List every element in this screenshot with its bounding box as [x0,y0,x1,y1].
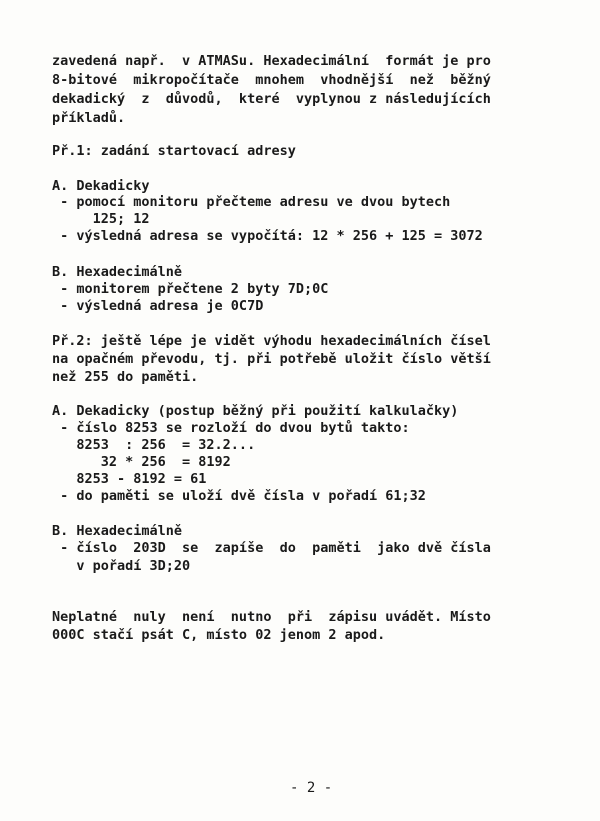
intro-line-4: příkladů. [52,110,126,126]
example1-a-line-1: - pomocí monitoru přečteme adresu ve dvou bytech [52,194,451,210]
example2-b-title: B. Hexadecimálně [52,523,183,539]
example1-heading: Př.1: zadání startovací adresy [52,143,296,159]
page-number: - 2 - [290,780,333,796]
example2-a-line-2: 8253 : 256 = 32.2... [52,437,256,453]
example2-a-line-4: 8253 - 8192 = 61 [52,471,207,487]
intro-line-2: 8-bitové mikropočítače mnohem vhodnější než běžný [52,72,491,88]
example1-b-title: B. Hexadecimálně [52,264,183,280]
example1-b-line-1: - monitorem přečtene 2 byty 7D;0C [52,281,329,297]
closing-line-1: Neplatné nuly není nutno při zápisu uvádět. Místo [52,609,491,625]
example2-a-line-1: - číslo 8253 se rozloží do dvou bytů takto: [52,420,410,436]
example1-b-line-2: - výsledná adresa je 0C7D [52,298,264,314]
example2-heading-line-1: Př.2: ještě lépe je vidět výhodu hexadecimálních čísel [52,333,491,349]
example2-b-line-2: v pořadí 3D;20 [52,558,191,574]
example2-a-line-5: - do paměti se uloží dvě čísla v pořadí 61;32 [52,488,426,504]
example2-heading-line-3: než 255 do paměti. [52,369,199,385]
example2-heading-line-2: na opačném převodu, tj. při potřebě uložit číslo větší [52,351,491,367]
example1-a-title: A. Dekadicky [52,178,150,194]
example2-a-title: A. Dekadicky (postup běžný při použití kalkulačky) [52,403,459,419]
example1-a-line-3: - výsledná adresa se vypočítá: 12 * 256 + 125 = 3072 [52,228,483,244]
example1-a-line-2: 125; 12 [52,211,150,227]
intro-line-3: dekadický z důvodů, které vyplynou z následujících [52,91,491,107]
example2-a-line-3: 32 * 256 = 8192 [52,454,231,470]
example2-b-line-1: - číslo 203D se zapíše do paměti jako dvě čísla [52,540,491,556]
closing-line-2: 000C stačí psát C, místo 02 jenom 2 apod. [52,627,386,643]
intro-line-1: zavedená např. v ATMASu. Hexadecimální formát je pro [52,53,491,69]
